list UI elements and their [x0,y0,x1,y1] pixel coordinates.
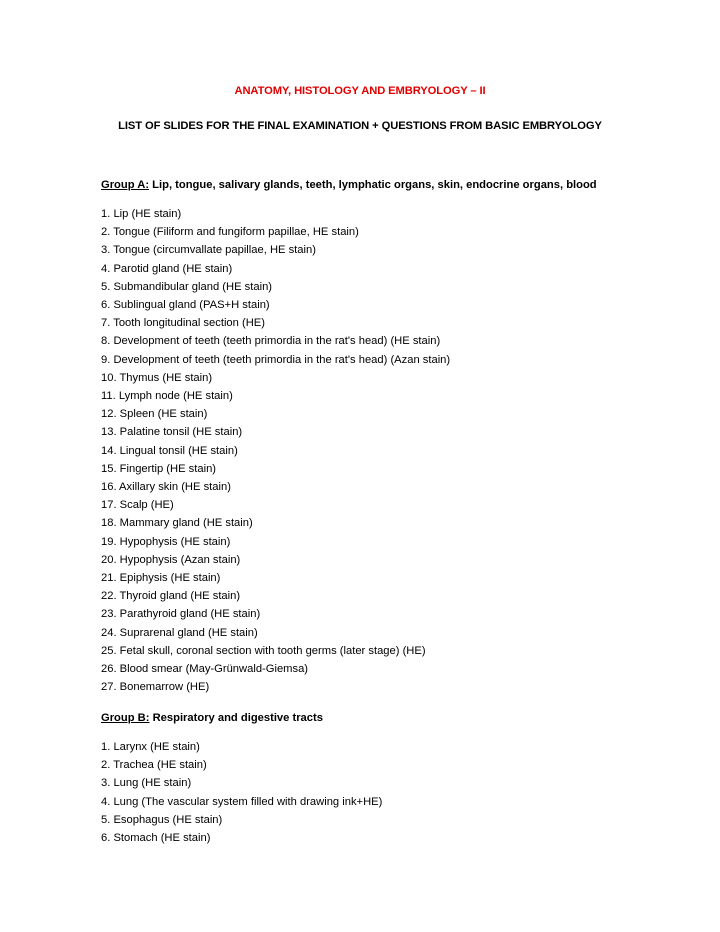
group-b-slide-list [101,738,382,847]
list-item: 10. Thymus (HE stain) [101,371,213,384]
list-item: 5. Submandibular gland (HE stain) [101,280,273,293]
document-subtitle: LIST OF SLIDES FOR THE FINAL EXAMINATION + QUESTIONS FROM BASIC EMBRYOLOGY [118,120,602,132]
list-item: 19. Hypophysis (HE stain) [101,535,231,548]
list-item: 14. Lingual tonsil (HE stain) [101,444,238,457]
list-item: 13. Palatine tonsil (HE stain) [101,426,243,439]
list-item: 5. Esophagus (HE stain) [101,813,223,826]
list-item: 20. Hypophysis (Azan stain) [101,553,241,566]
list-item: 12. Spleen (HE stain) [101,408,208,421]
group-a-slide-list [101,205,450,696]
group-a-label: Group A: [101,179,150,191]
list-item: 26. Blood smear (May-Grünwald-Giemsa) [101,663,309,676]
list-item: 3. Lung (HE stain) [101,777,192,790]
list-item: 3. Tongue (circumvallate papillae, HE stain) [101,244,316,257]
list-item: 1. Larynx (HE stain) [101,741,200,753]
list-item: 8. Development of teeth (teeth primordia in the rat's head) (HE stain) [101,335,441,348]
group-b-label: Group B: [101,712,150,724]
group-b-heading [101,711,323,725]
group-a-heading [101,178,597,192]
list-item: 18. Mammary gland (HE stain) [101,517,253,530]
list-item: 22. Thyroid gland (HE stain) [101,590,241,603]
list-item: 4. Lung (The vascular system filled with drawing ink+HE) [101,795,383,808]
list-item: 2. Trachea (HE stain) [101,759,207,772]
list-item: 6. Sublingual gland (PAS+H stain) [101,299,270,312]
group-b-description: Respiratory and digestive tracts [149,712,323,724]
list-item: 16. Axillary skin (HE stain) [101,481,231,494]
group-a-description: Lip, tongue, salivary glands, teeth, lymphatic organs, skin, endocrine organs, blood [149,179,597,191]
list-item: 9. Development of teeth (teeth primordia in the rat's head) (Azan stain) [101,353,451,366]
list-item: 23. Parathyroid gland (HE stain) [101,608,261,621]
list-item: 4. Parotid gland (HE stain) [101,262,233,275]
list-item: 27. Bonemarrow (HE) [101,681,210,694]
list-item: 6. Stomach (HE stain) [101,832,211,845]
list-item: 24. Suprarenal gland (HE stain) [101,626,258,639]
list-item: 2. Tongue (Filiform and fungiform papillae, HE stain) [101,226,359,239]
list-item: 21. Epiphysis (HE stain) [101,572,221,585]
list-item: 25. Fetal skull, coronal section with tooth germs (later stage) (HE) [101,644,426,657]
list-item: 1. Lip (HE stain) [101,208,182,220]
list-item: 11. Lymph node (HE stain) [101,390,233,403]
list-item: 17. Scalp (HE) [101,499,174,512]
list-item: 15. Fingertip (HE stain) [101,462,217,475]
document-title: ANATOMY, HISTOLOGY AND EMBRYOLOGY – II [234,85,486,97]
list-item: 7. Tooth longitudinal section (HE) [101,317,265,330]
